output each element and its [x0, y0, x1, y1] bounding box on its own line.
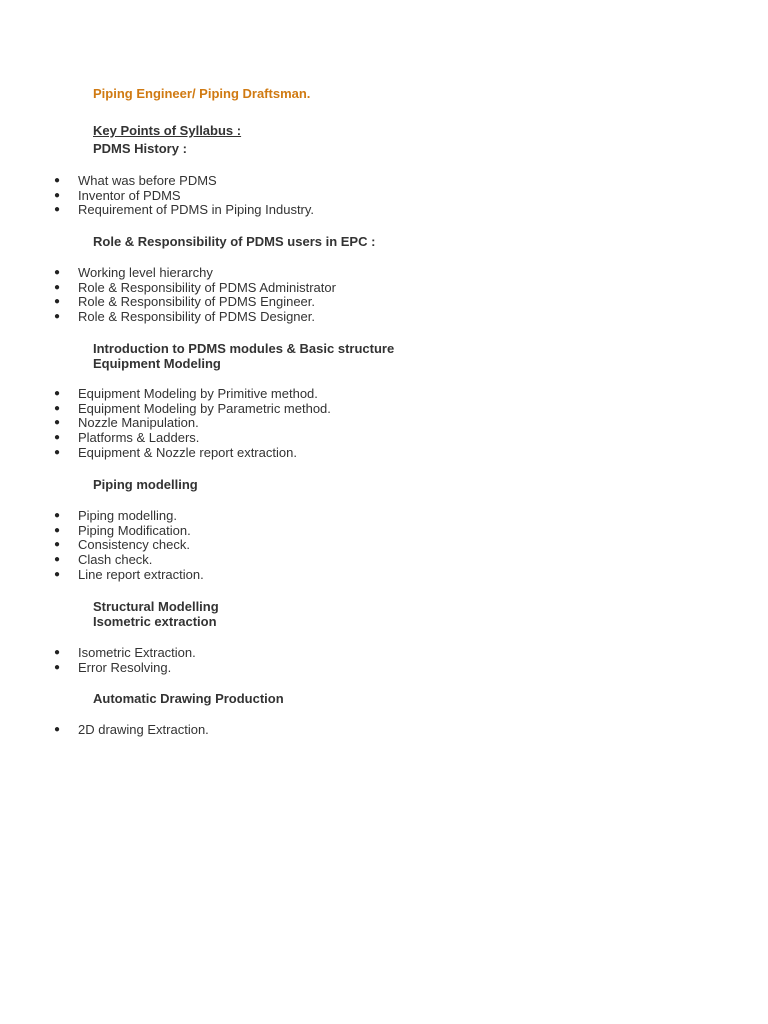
bullet-icon: ●	[54, 724, 61, 735]
list-item: ● Piping Modification.	[54, 522, 191, 538]
bullet-icon: ●	[54, 432, 61, 444]
section-heading-pdms-history: PDMS History :	[93, 141, 187, 156]
list-item: ● Error Resolving.	[54, 659, 172, 675]
list-item: ● Role & Responsibility of PDMS Designer.	[54, 309, 315, 325]
section-heading-structural: Structural Modelling	[93, 599, 219, 614]
list-item: ● Piping modelling.	[54, 508, 178, 523]
bullet-icon: ●	[54, 267, 61, 278]
section-subheading-isometric: Isometric extraction	[93, 614, 217, 629]
bullet-icon: ●	[54, 568, 61, 580]
bullet-icon: ●	[54, 388, 61, 399]
section-heading-drawing: Automatic Drawing Production	[93, 691, 284, 706]
list-item: ● Consistency check.	[54, 537, 190, 553]
list-equipment	[0, 387, 331, 460]
bullet-icon: ●	[54, 510, 61, 521]
list-item: ● Role & Responsibility of PDMS Administrator	[54, 279, 336, 295]
list-item: ● Equipment Modeling by Parametric method.	[54, 400, 331, 416]
bullet-icon: ●	[54, 554, 61, 566]
bullet-icon: ●	[54, 539, 61, 551]
list-piping	[0, 509, 204, 582]
list-item: ● Requirement of PDMS in Piping Industry.	[54, 202, 315, 218]
bullet-icon: ●	[54, 189, 61, 201]
list-item: ● Nozzle Manipulation.	[54, 415, 199, 431]
list-item: ● Line report extraction.	[54, 566, 204, 582]
list-isometric	[0, 646, 196, 675]
list-roles	[0, 266, 336, 325]
bullet-icon: ●	[54, 402, 61, 414]
list-item: ● Clash check.	[54, 552, 153, 568]
section-heading-intro-modules: Introduction to PDMS modules & Basic structure	[93, 341, 395, 356]
document-title: Piping Engineer/ Piping Draftsman.	[93, 86, 311, 101]
list-item: ● 2D drawing Extraction.	[54, 722, 209, 737]
bullet-icon: ●	[54, 175, 61, 186]
list-item: ● Role & Responsibility of PDMS Engineer.	[54, 294, 316, 310]
bullet-icon: ●	[54, 446, 61, 458]
list-item: ● Equipment Modeling by Primitive method.	[54, 386, 318, 401]
bullet-icon: ●	[54, 417, 61, 429]
bullet-icon: ●	[54, 524, 61, 536]
syllabus-label: Key Points of Syllabus :	[93, 123, 242, 138]
list-pdms-history	[0, 174, 314, 218]
section-heading-roles: Role & Responsibility of PDMS users in EPC :	[93, 234, 376, 249]
bullet-icon: ●	[54, 311, 61, 323]
section-subheading-equipment: Equipment Modeling	[93, 356, 221, 371]
list-item: ● Working level hierarchy	[54, 265, 213, 280]
list-item: ● Inventor of PDMS	[54, 187, 181, 203]
list-item: ● Isometric Extraction.	[54, 645, 196, 660]
bullet-icon: ●	[54, 661, 61, 673]
list-item: ● Equipment & Nozzle report extraction.	[54, 444, 297, 460]
section-heading-piping: Piping modelling	[93, 477, 198, 492]
list-item: ● What was before PDMS	[54, 173, 217, 188]
bullet-icon: ●	[54, 647, 61, 658]
list-item: ● Platforms & Ladders.	[54, 430, 200, 446]
bullet-icon: ●	[54, 296, 61, 308]
bullet-icon: ●	[54, 281, 61, 293]
bullet-icon: ●	[54, 204, 61, 216]
list-drawing	[0, 723, 209, 738]
